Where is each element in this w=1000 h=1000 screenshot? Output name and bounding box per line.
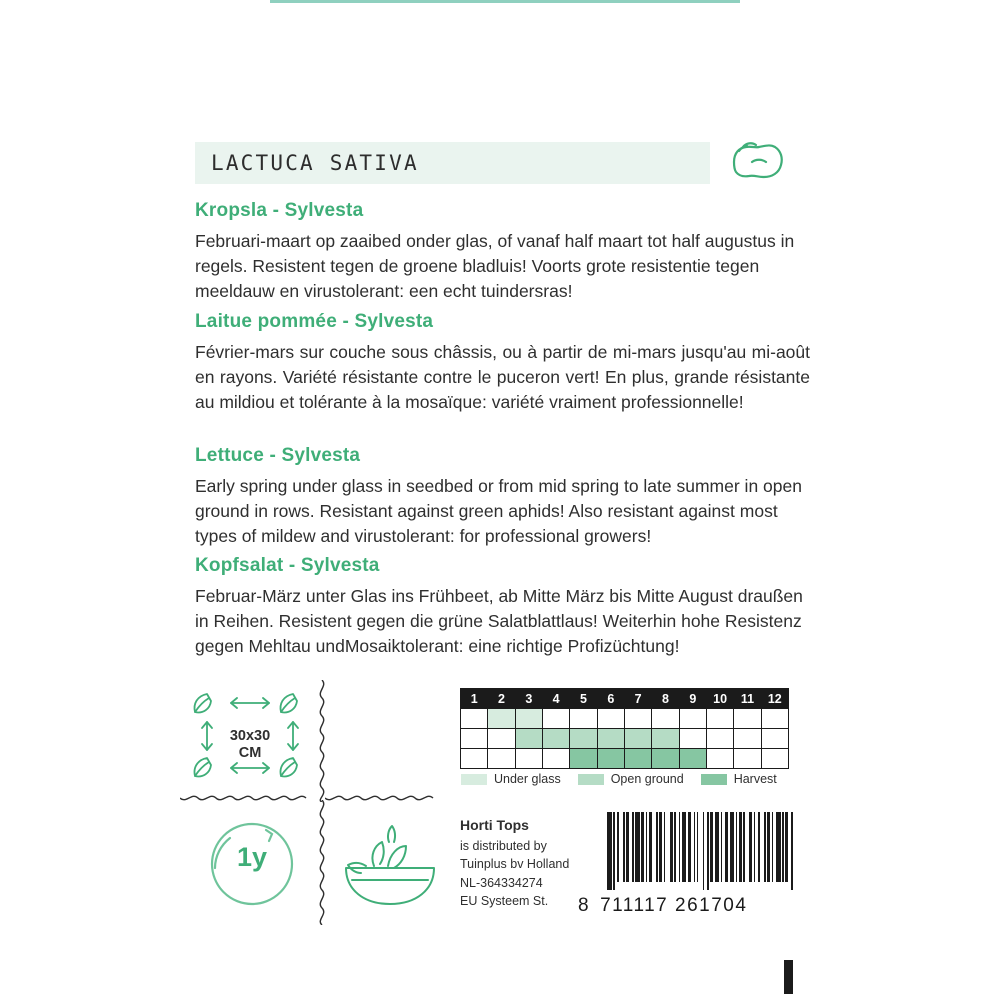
calendar-month-header: 12: [761, 688, 789, 709]
language-block-de: [195, 555, 810, 660]
spacing-value: 30x30: [229, 728, 271, 744]
legend-swatch-open-ground: [577, 773, 605, 786]
calendar-cell: [597, 748, 625, 769]
calendar-cell: [733, 708, 761, 729]
barcode: [607, 812, 797, 890]
legend-label-harvest: Harvest: [733, 772, 777, 786]
calendar-month-header: 10: [706, 688, 734, 709]
calendar-cell: [651, 708, 679, 729]
calendar-cell: [597, 728, 625, 749]
barcode-lead-digit: 8: [578, 895, 591, 916]
barcode-digits: 711117 261704: [600, 895, 748, 916]
language-heading-en: Lettuce - Sylvesta: [195, 445, 361, 466]
calendar-cell: [487, 748, 515, 769]
calendar-cell: [569, 728, 597, 749]
distributor-line-2: Tuinplus bv Holland: [460, 857, 570, 872]
legend-label-under-glass: Under glass: [494, 772, 561, 786]
legend-label-open-ground: Open ground: [610, 772, 684, 786]
wavy-divider-horizontal: [180, 793, 315, 807]
legend-item-harvest: [700, 772, 777, 786]
top-rule: [270, 0, 740, 3]
calendar-cell: [542, 728, 570, 749]
language-block-nl: [195, 200, 810, 305]
brand-name: Horti Tops: [460, 817, 529, 833]
print-registration-mark: [784, 960, 793, 994]
latin-name-text: LACTUCA SATIVA: [211, 151, 419, 175]
language-body-de: Februar-März unter Glas ins Frühbeet, ab Mitte März bis Mitte August draußen in Reihen. Resistent gegen die grüne Salatblattlaus! Weiterhin hohe Resistenz gegen Mehltau undMosaiktolerant: eine richtige Profizüchtung!: [195, 586, 803, 657]
salad-bowl-icon: [330, 808, 450, 918]
calendar-month-header: 8: [651, 688, 679, 709]
calendar-cell: [515, 708, 543, 729]
sowing-calendar: [460, 688, 800, 768]
plant-spacing-label: [185, 728, 315, 761]
calendar-cell: [515, 728, 543, 749]
calendar-cell: [515, 748, 543, 769]
calendar-cell: [761, 728, 789, 749]
legend-swatch-harvest: [700, 773, 728, 786]
calendar-cell: [679, 708, 707, 729]
muscle-arm-icon: [722, 126, 794, 198]
legend-swatch-under-glass: [460, 773, 488, 786]
calendar-cell: [624, 728, 652, 749]
wavy-divider-horizontal-right: [325, 793, 445, 807]
calendar-cell: [651, 728, 679, 749]
language-body-en: Early spring under glass in seedbed or from mid spring to late summer in open ground in rows. Resistant against green aphids! Also resistant against most types of mildew and virustolerant: for professional growers!: [195, 476, 802, 547]
spacing-unit: CM: [238, 744, 262, 761]
barcode-number: [578, 895, 804, 917]
calendar-cell: [761, 748, 789, 769]
calendar-month-header: 4: [542, 688, 570, 709]
calendar-cell: [733, 728, 761, 749]
annual-cycle-icon: [200, 812, 304, 916]
calendar-cell: [569, 708, 597, 729]
calendar-row-under-glass: [460, 708, 800, 728]
distributor-line-4: EU Systeem St.: [460, 893, 549, 908]
calendar-month-header: 3: [515, 688, 543, 709]
calendar-cell: [706, 708, 734, 729]
legend-item-under-glass: [460, 772, 561, 786]
language-block-en: [195, 445, 810, 550]
calendar-month-header: 6: [597, 688, 625, 709]
latin-name-bar: [195, 142, 710, 184]
calendar-month-header: 1: [460, 688, 488, 709]
barcode-bar: [793, 812, 798, 890]
legend-item-open-ground: [577, 772, 684, 786]
language-heading-nl: Kropsla - Sylvesta: [195, 200, 364, 221]
calendar-cell: [651, 748, 679, 769]
distributor-line-1: is distributed by: [460, 839, 547, 854]
calendar-cell: [624, 708, 652, 729]
calendar-cell: [487, 728, 515, 749]
calendar-cell: [624, 748, 652, 769]
language-heading-de: Kopfsalat - Sylvesta: [195, 555, 380, 576]
calendar-cell: [761, 708, 789, 729]
calendar-month-header: 9: [679, 688, 707, 709]
calendar-header-row: [460, 688, 800, 708]
calendar-cell: [679, 728, 707, 749]
language-heading-fr: Laitue pommée - Sylvesta: [195, 311, 434, 332]
calendar-cell: [569, 748, 597, 769]
calendar-row-harvest: [460, 748, 800, 768]
distributor-line-3: NL-364334274: [460, 875, 543, 890]
calendar-row-open-ground: [460, 728, 800, 748]
calendar-cell: [597, 708, 625, 729]
calendar-legend: [460, 772, 805, 786]
calendar-cell: [460, 728, 488, 749]
barcode-bars: [607, 812, 797, 890]
calendar-month-header: 7: [624, 688, 652, 709]
calendar-month-header: 2: [487, 688, 515, 709]
wavy-divider-vertical-left: [318, 680, 332, 802]
calendar-cell: [542, 748, 570, 769]
calendar-cell: [542, 708, 570, 729]
language-body-nl: Februari-maart op zaaibed onder glas, of vanaf half maart tot half augustus in regels. Resistent tegen de groene bladluis! Voorts grote resistentie tegen meeldauw en virustolerant: een echt tuindersras!: [195, 231, 795, 302]
calendar-cell: [487, 708, 515, 729]
calendar-month-header: 11: [733, 688, 761, 709]
annual-cycle-label: 1y: [236, 842, 268, 872]
calendar-cell: [733, 748, 761, 769]
language-block-fr: [195, 311, 810, 416]
plant-spacing-icon: [185, 688, 315, 788]
calendar-cell: [706, 748, 734, 769]
calendar-month-header: 5: [569, 688, 597, 709]
calendar-cell: [706, 728, 734, 749]
calendar-cell: [460, 708, 488, 729]
calendar-cell: [679, 748, 707, 769]
language-body-fr: Février-mars sur couche sous châssis, ou à partir de mi-mars jusqu'au mi-août en rayons. Variété résistante contre le puceron vert! En plus, grande résistante au mildiou et tolérante à la mosaïque: variété vraiment professionnelle!: [195, 342, 810, 413]
calendar-cell: [460, 748, 488, 769]
